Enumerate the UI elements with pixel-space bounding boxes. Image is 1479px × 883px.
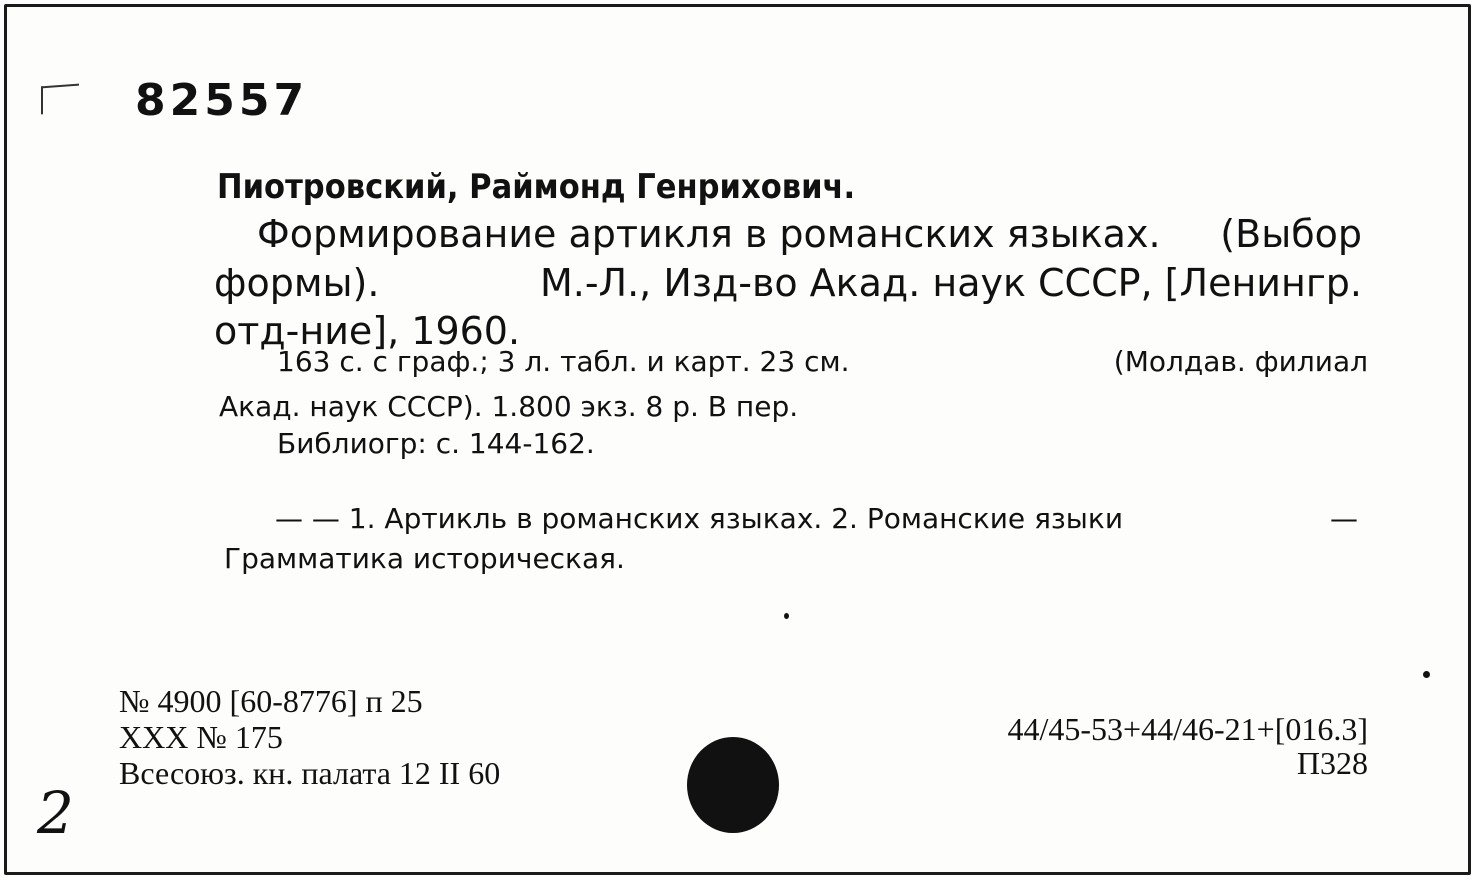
ink-dot bbox=[1423, 671, 1430, 678]
collation-line-1: 163 с. с граф.; 3 л. табл. и карт. 23 см. bbox=[277, 345, 850, 378]
ink-dot bbox=[784, 613, 789, 619]
corner-mark bbox=[41, 84, 79, 115]
punch-hole bbox=[687, 737, 779, 833]
collation-line-1-right: (Молдав. филиал bbox=[1113, 345, 1368, 378]
inventory-number: 82557 bbox=[135, 75, 309, 126]
title-line-3: отд-ние], 1960. bbox=[214, 309, 521, 353]
handwritten-mark: 2 bbox=[37, 779, 74, 847]
title-line-2: формы). bbox=[214, 261, 380, 305]
subjects-line-2: Грамматика историческая. bbox=[224, 542, 625, 575]
publisher-line-2: XXX № 175 bbox=[119, 719, 283, 755]
classification-code: 44/45-53+44/46-21+[016.3] bbox=[1007, 711, 1368, 747]
subjects-line-1: — — 1. Артикль в романских языках. 2. Романские языки bbox=[275, 502, 1124, 535]
imprint-line: М.-Л., Изд-во Акад. наук СССР, [Ленингр. bbox=[539, 261, 1362, 305]
author-mark: П328 bbox=[1296, 745, 1368, 781]
title-line-1: Формирование артикля в романских языках. bbox=[257, 212, 1161, 256]
catalog-card bbox=[4, 4, 1471, 875]
publisher-line-1: № 4900 [60-8776] п 25 bbox=[119, 683, 423, 719]
bibliography-note: Библиогр: с. 144-162. bbox=[277, 427, 595, 460]
publisher-line-3: Всесоюз. кн. палата 12 II 60 bbox=[119, 755, 501, 791]
title-line-1-right: (Выбор bbox=[1220, 212, 1362, 256]
subjects-line-1-right: — bbox=[1330, 502, 1358, 535]
author-heading: Пиотровский, Раймонд Генрихович. bbox=[217, 167, 856, 207]
collation-line-2: Акад. наук СССР). 1.800 экз. 8 р. В пер. bbox=[219, 390, 799, 423]
